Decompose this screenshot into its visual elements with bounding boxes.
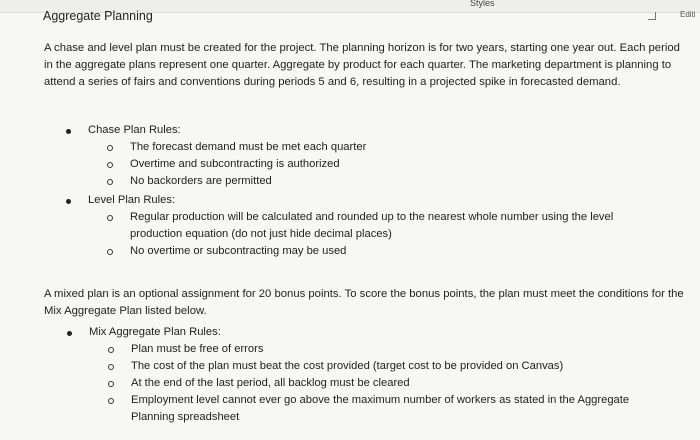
hollow-bullet-icon bbox=[108, 364, 114, 370]
list-item bbox=[107, 209, 666, 243]
rule-text: No backorders are permitted bbox=[130, 175, 272, 187]
hollow-bullet-icon bbox=[107, 249, 113, 255]
hollow-bullet-icon bbox=[107, 145, 113, 151]
rule-text: At the end of the last period, all backlog must be cleared bbox=[131, 377, 410, 389]
list-item bbox=[107, 139, 666, 156]
hollow-bullet-icon bbox=[107, 179, 113, 185]
list-item bbox=[67, 324, 667, 426]
plan-rules-list bbox=[66, 122, 666, 260]
level-plan-rules-title: Level Plan Rules: bbox=[88, 194, 176, 206]
document-heading: Aggregate Planning bbox=[43, 9, 153, 23]
hollow-bullet-icon bbox=[107, 162, 113, 168]
intro-paragraph: A chase and level plan must be created for the project. The planning horizon is for two years, starting one year out. Each period in the aggregate plans represent one quarter. Aggregate by product for each quarter. The marketing department is planning to attend a series of fairs and conventions during periods 5 and 6, resulting in a projected spike in forecasted demand. bbox=[44, 42, 680, 88]
editing-group-label[interactable]: Editi bbox=[680, 10, 696, 19]
list-item bbox=[66, 122, 666, 190]
rule-text: Regular production will be calculated and rounded up to the nearest whole number using the level production equation (do not just hide decimal places) bbox=[130, 211, 614, 240]
list-item bbox=[108, 358, 667, 375]
bullet-icon bbox=[66, 199, 71, 204]
rule-text: The cost of the plan must beat the cost provided (target cost to be provided on Canvas) bbox=[131, 360, 564, 372]
mix-plan-rules-sublist bbox=[108, 341, 667, 426]
hollow-bullet-icon bbox=[108, 347, 114, 353]
hollow-bullet-icon bbox=[108, 381, 114, 387]
list-item bbox=[107, 173, 666, 190]
level-plan-rules-sublist bbox=[107, 209, 666, 260]
styles-group-label[interactable]: Styles bbox=[470, 0, 495, 8]
mix-plan-rules-title: Mix Aggregate Plan Rules: bbox=[89, 326, 221, 338]
hollow-bullet-icon bbox=[107, 215, 113, 221]
bullet-icon bbox=[67, 331, 72, 336]
chase-plan-rules-sublist bbox=[107, 139, 666, 190]
rule-text: Employment level cannot ever go above the maximum number of workers as stated in the Aggregate Planning spreadsheet bbox=[131, 394, 630, 423]
rule-text: The forecast demand must be met each quarter bbox=[130, 141, 367, 153]
hollow-bullet-icon bbox=[108, 398, 114, 404]
list-item bbox=[107, 156, 666, 173]
mixed-plan-paragraph: A mixed plan is an optional assignment for 20 bonus points. To score the bonus points, the plan must meet the conditions for the Mix Aggregate Plan listed below. bbox=[44, 288, 684, 317]
rule-text: Plan must be free of errors bbox=[131, 343, 264, 355]
list-item bbox=[108, 392, 667, 426]
list-item bbox=[108, 341, 667, 358]
rule-text: Overtime and subcontracting is authorized bbox=[130, 158, 340, 170]
rule-text: No overtime or subcontracting may be used bbox=[130, 245, 347, 257]
bullet-icon bbox=[66, 129, 71, 134]
list-item bbox=[66, 192, 666, 260]
list-item bbox=[108, 375, 667, 392]
mix-rules-list bbox=[67, 324, 667, 426]
chase-plan-rules-title: Chase Plan Rules: bbox=[88, 124, 181, 136]
list-item bbox=[107, 243, 666, 260]
